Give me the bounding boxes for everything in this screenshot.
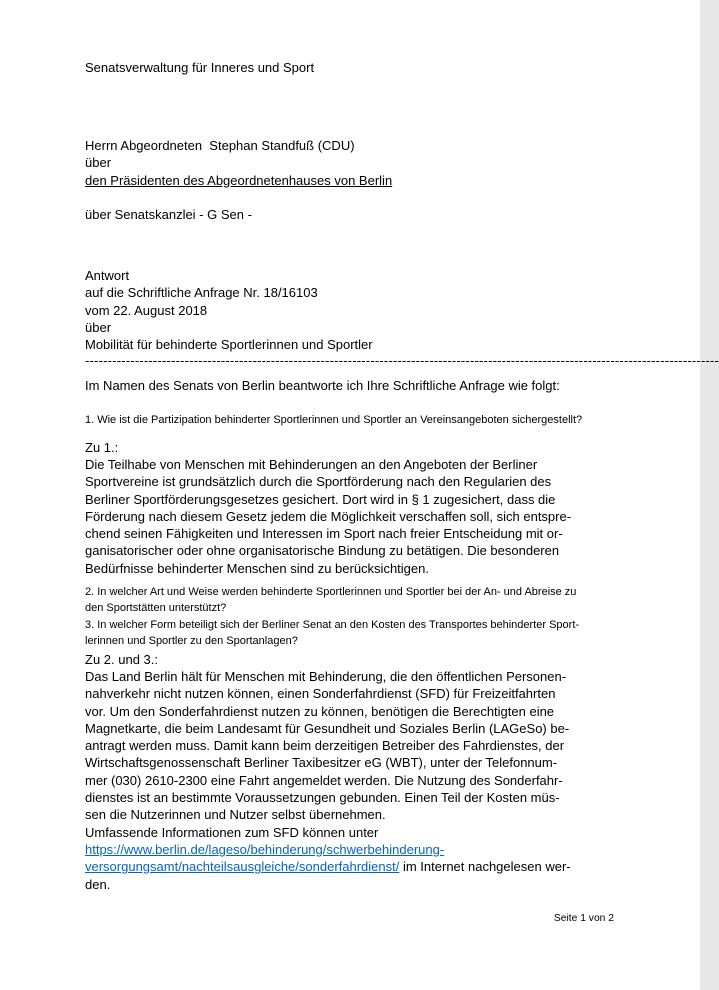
sfd-info-line: Umfassende Informationen zum SFD können unter (85, 824, 379, 840)
sfd-hyperlink-part-1[interactable]: https://www.berlin.de/lageso/behinderung/schwerbehinderung- (85, 841, 445, 857)
question-1: 1. Wie ist die Partizipation behinderter Sportlerinnen und Sportler an Vereinsangeboten sichergestellt? (85, 414, 583, 426)
sender-line: Senatsverwaltung für Inneres und Sport (85, 60, 315, 75)
sfd-link-line-1 (85, 841, 571, 858)
sfd-link-line-2 (85, 858, 571, 875)
subject-block: Antwort auf die Schriftliche Anfrage Nr. 18/16103 vom 22. August 2018 über Mobilität für behinderte Sportlerinnen und Sportler (85, 268, 373, 353)
recipient-name: Herrn Abgeordneten Stephan Standfuß (CDU) (85, 138, 355, 153)
intro-sentence: Im Namen des Senats von Berlin beantworte ich Ihre Schriftliche Anfrage wie folgt: (85, 378, 560, 393)
answer-1-body: Die Teilhabe von Menschen mit Behinderungen an den Angeboten der Berliner Sportvereine ist grundsätzlich durch die Sportförderung nach den Regularien des Berliner Sportförderungsgesetzes gesichert. Dort wird in § 1 zugesichert, dass die Förderung nach diesem Gesetz jedem die Möglichkeit verschaffen soll, sich entspre- chend seinen Fähigkeiten und Interessen im Sport nach freier Entscheidung mit or- ganisatorischer oder ohne organisatorische Bindung zu betätigen. Die besonderen Bedürfnisse behinderter Menschen sind zu berücksichtigen. (85, 457, 572, 576)
after-link-text: im Internet nachgelesen wer- (399, 859, 571, 875)
questions-2-3: 2. In welcher Art und Weise werden behinderte Sportlerinnen und Sportler bei der An- und Abreise zu den Sportstätten unterstützt? 3. In welcher Form beteiligt sich der Berliner Senat an den Kosten des Transportes behinderter Sport- lerinnen und Sportler zu den Sportanlagen? (85, 586, 580, 648)
answer-2-3-heading: Zu 2. und 3.: (85, 652, 158, 667)
page-number: Seite 1 von 2 (553, 913, 614, 924)
via-senatskanzlei-line: über Senatskanzlei - G Sen - (85, 207, 252, 222)
answer-2-3-body-block (85, 668, 571, 893)
sfd-hyperlink-part-2[interactable]: versorgungsamt/nachteilsausgleiche/sonderfahrdienst/ (85, 859, 400, 875)
recipient-president-line: den Präsidenten des Abgeordnetenhauses von Berlin (85, 172, 393, 188)
answer-2-3-body: Das Land Berlin hält für Menschen mit Behinderung, die den öffentlichen Personen- nahverkehr nicht nutzen können, einen Sonderfahrdienst (SFD) für Freizeitfahrten vor. Um den Sonderfahrdienst nutzen zu können, benötigen die Berechtigten eine Magnetkarte, die beim Landesamt für Gesundheit und Soziales Berlin (LAGeSo) be- antragt werden muss. Damit kann beim derzeitigen Betreiber des Fahrdienstes, der Wirtschaftsgenossenschaft Berliner Taxibesitzer eG (WBT), unter der Telefonnum- mer (030) 2610-2300 eine Fahrt angemeldet werden. Die Nutzung des Sonderfahr- dienstes ist an bestimmte Voraussetzungen gebunden. Einen Teil der Kosten müs- sen die Nutzerinnen und Nutzer selbst übernehmen. (85, 669, 570, 823)
answer-1-heading: Zu 1.: (85, 440, 119, 455)
paragraph-tail: den. (85, 876, 111, 892)
recipient-block (85, 137, 392, 189)
divider-line: -------------------------------------------------------------------------------------------------------------------------------------------- (85, 353, 719, 368)
recipient-via-word: über (85, 155, 112, 171)
